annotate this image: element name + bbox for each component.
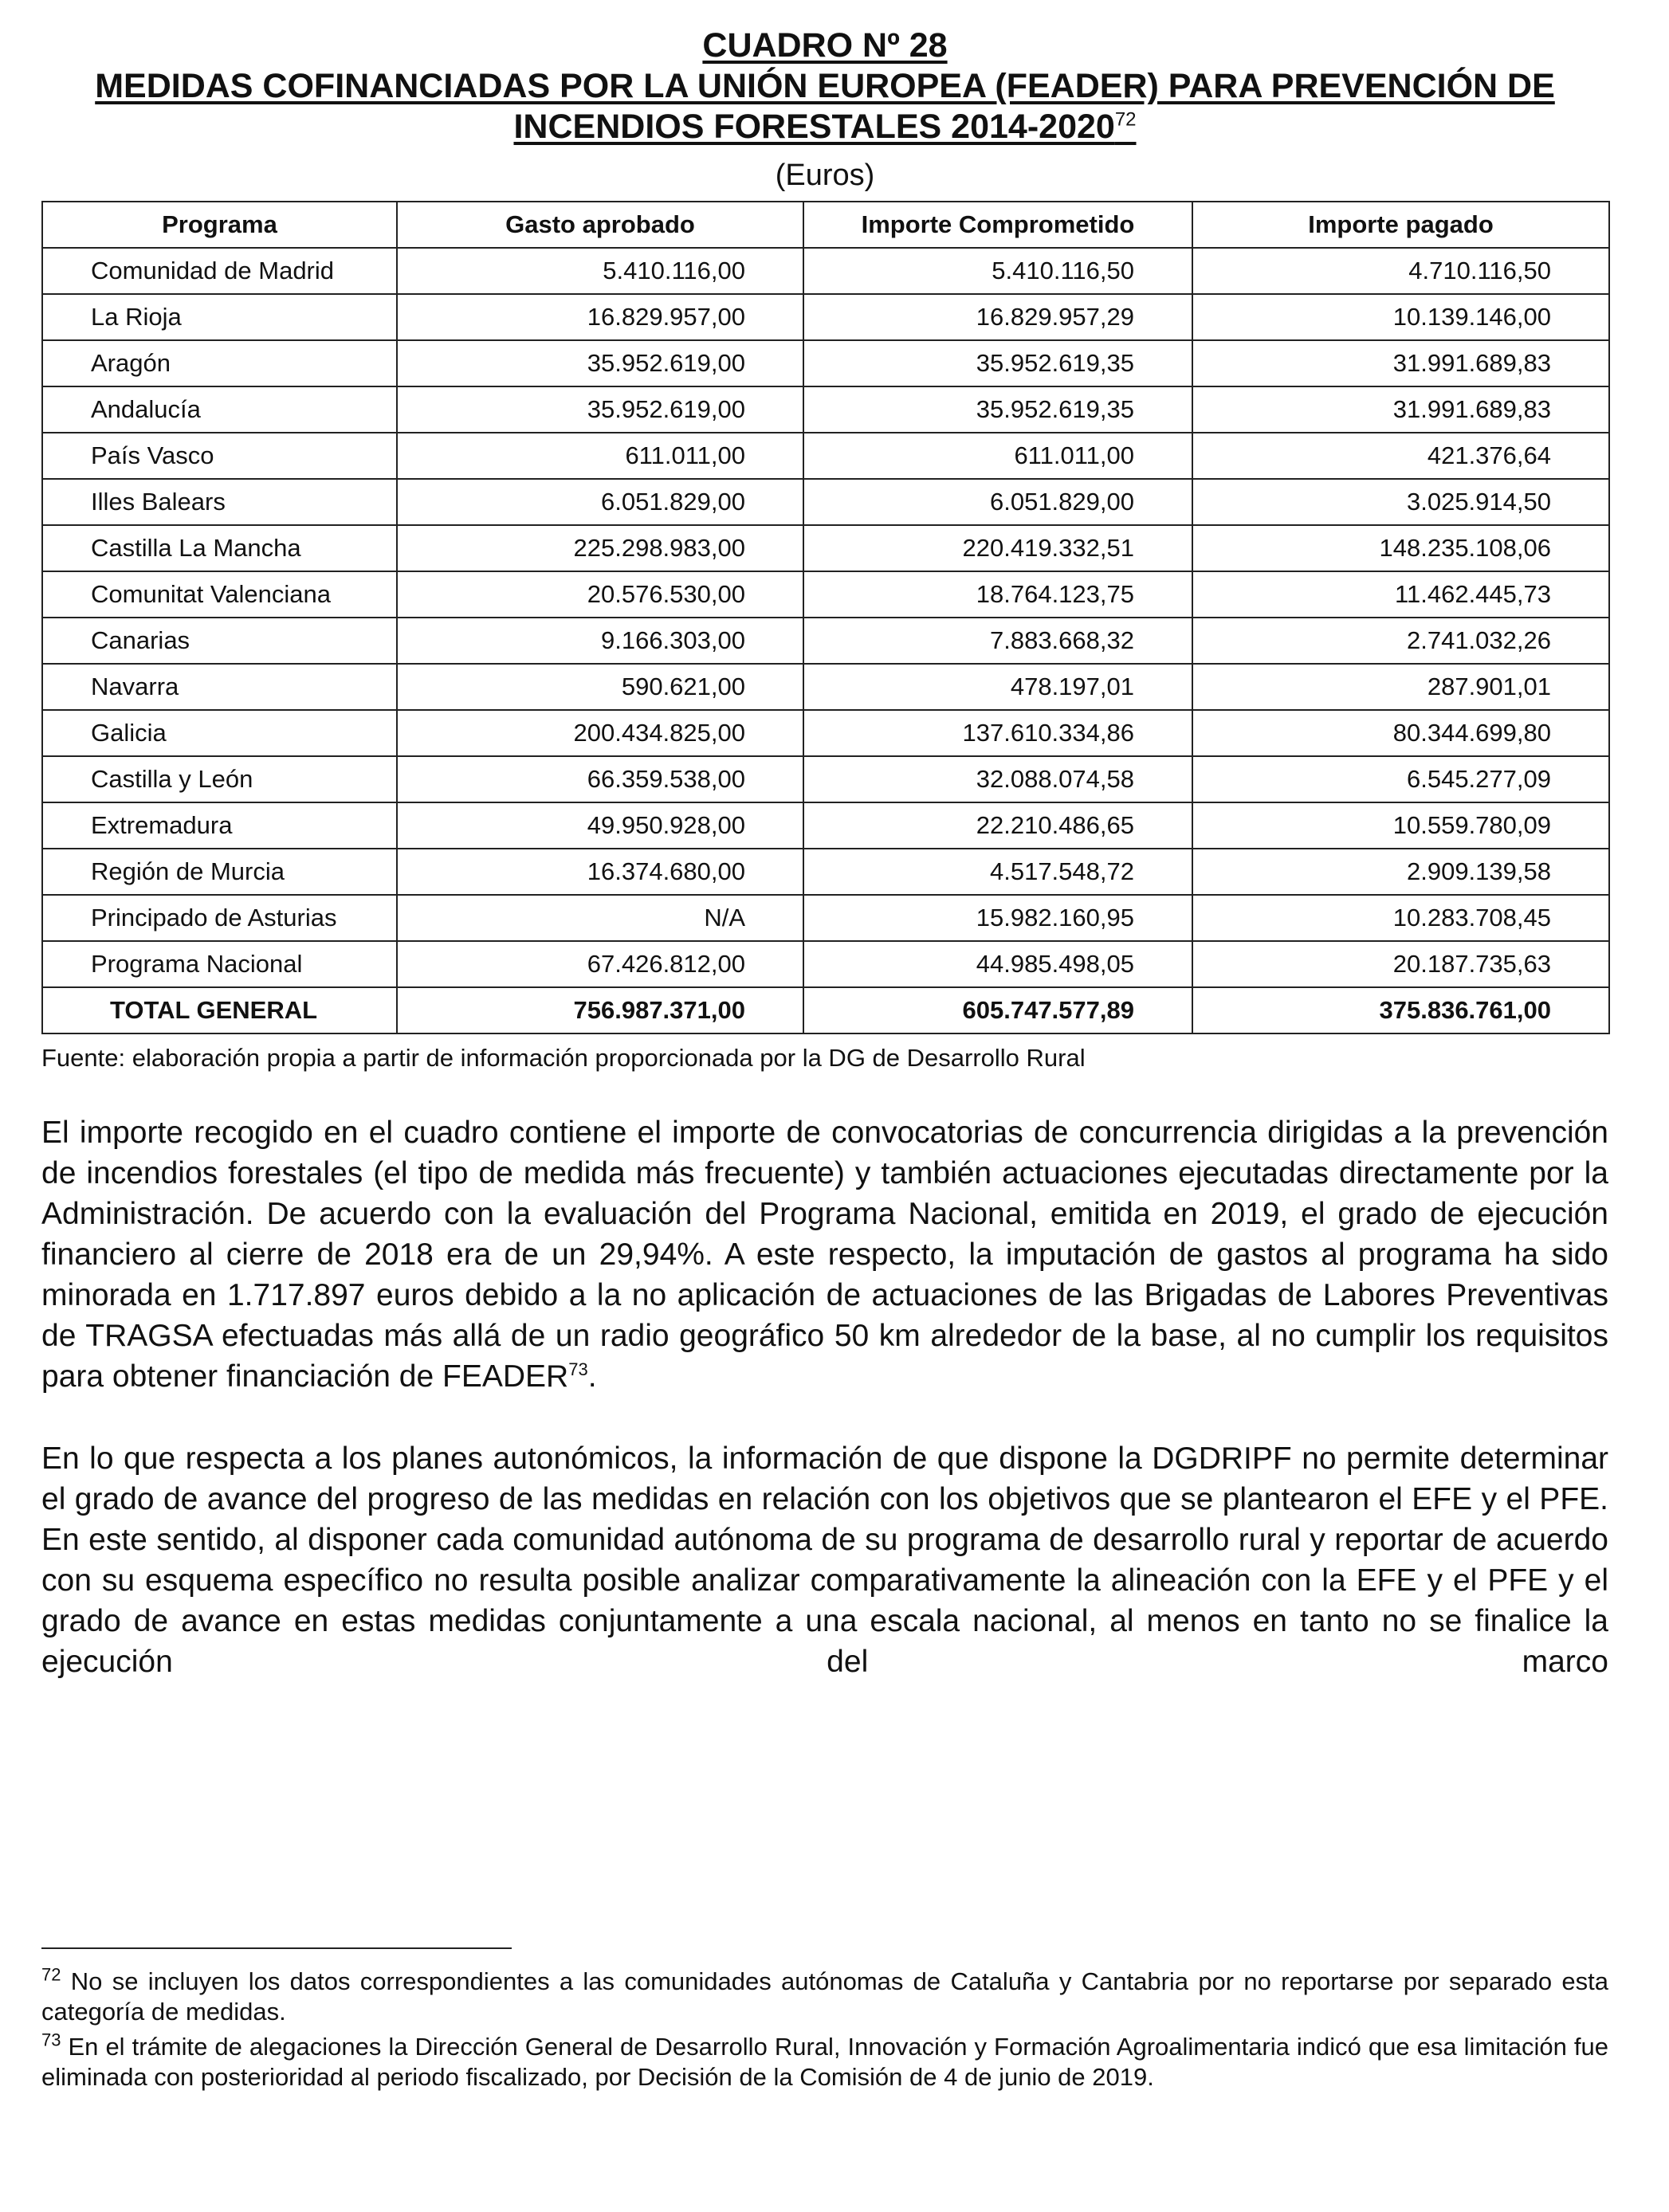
importe-comprometido-cell: 611.011,00: [803, 433, 1192, 479]
table-row: [42, 571, 1609, 618]
programa-cell: Aragón: [42, 340, 397, 386]
footnote-text: No se incluyen los datos correspondientes a las comunidades autónomas de Cataluña y Cantabria por no reportarse por separado esta categoría de medidas.: [41, 1967, 1608, 2026]
gasto-aprobado-cell: 611.011,00: [397, 433, 803, 479]
programa-cell: País Vasco: [42, 433, 397, 479]
title-line-1: CUADRO Nº 28: [702, 26, 948, 65]
programa-cell: Extremadura: [42, 802, 397, 849]
table-row: [42, 849, 1609, 895]
programa-cell: Andalucía: [42, 386, 397, 433]
importe-pagado-cell: 80.344.699,80: [1192, 710, 1609, 756]
importe-pagado-cell: 287.901,01: [1192, 664, 1609, 710]
programa-cell: Illes Balears: [42, 479, 397, 525]
importe-pagado-cell: 31.991.689,83: [1192, 386, 1609, 433]
paragraph-1: [41, 1112, 1608, 1397]
table-row: [42, 386, 1609, 433]
programa-cell: Castilla La Mancha: [42, 525, 397, 571]
programa-cell: Canarias: [42, 618, 397, 664]
gasto-aprobado-cell: 49.950.928,00: [397, 802, 803, 849]
importe-pagado-cell: 3.025.914,50: [1192, 479, 1609, 525]
column-header-importe-pagado: Importe pagado: [1192, 202, 1609, 248]
programa-cell: Principado de Asturias: [42, 895, 397, 941]
gasto-aprobado-cell: 225.298.983,00: [397, 525, 803, 571]
column-header-gasto-aprobado: Gasto aprobado: [397, 202, 803, 248]
importe-pagado-cell: 421.376,64: [1192, 433, 1609, 479]
importe-comprometido-cell: 5.410.116,50: [803, 248, 1192, 294]
importe-comprometido-cell: 16.829.957,29: [803, 294, 1192, 340]
gasto-aprobado-cell: 590.621,00: [397, 664, 803, 710]
importe-pagado-cell: 11.462.445,73: [1192, 571, 1609, 618]
table-row: [42, 756, 1609, 802]
programa-cell: Comunidad de Madrid: [42, 248, 397, 294]
importe-comprometido-cell: 15.982.160,95: [803, 895, 1192, 941]
paragraph-1-text: El importe recogido en el cuadro contiene el importe de convocatorias de concurrencia dirigidas a la prevención de incendios forestales (el tipo de medida más frecuente) y también actuaciones ejecutadas directamente por la Administración. De acuerdo con la evaluación del Programa Nacional, emitida en 2019, el grado de ejecución financiero al cierre de 2018 era de un 29,94%. A este respecto, la imputación de gastos al programa ha sido minorada en 1.717.897 euros debido a la no aplicación de actuaciones de las Brigadas de Labores Preventivas de TRAGSA efectuadas más allá de un radio geográfico 50 km alrededor de la base, al no cumplir los requisitos para obtener financiación de FEADER: [41, 1116, 1608, 1394]
units-label: (Euros): [775, 159, 875, 192]
programa-cell: Navarra: [42, 664, 397, 710]
footnote-number: 72: [41, 1964, 61, 1985]
column-header-importe-comprometido: Importe Comprometido: [803, 202, 1192, 248]
document-page: [41, 25, 1608, 1682]
programa-cell: Programa Nacional: [42, 941, 397, 987]
importe-pagado-cell: 10.559.780,09: [1192, 802, 1609, 849]
table-row: [42, 340, 1609, 386]
gasto-aprobado-cell: 16.374.680,00: [397, 849, 803, 895]
importe-comprometido-cell: 44.985.498,05: [803, 941, 1192, 987]
importe-comprometido-cell: 4.517.548,72: [803, 849, 1192, 895]
importe-comprometido-cell: 6.051.829,00: [803, 479, 1192, 525]
table-row: [42, 525, 1609, 571]
importe-pagado-cell: 2.741.032,26: [1192, 618, 1609, 664]
gasto-aprobado-cell: 66.359.538,00: [397, 756, 803, 802]
programa-cell: La Rioja: [42, 294, 397, 340]
importe-comprometido-cell: 7.883.668,32: [803, 618, 1192, 664]
gasto-aprobado-cell: 9.166.303,00: [397, 618, 803, 664]
table-row: [42, 433, 1609, 479]
importe-comprometido-cell: 478.197,01: [803, 664, 1192, 710]
gasto-aprobado-cell: 35.952.619,00: [397, 386, 803, 433]
footnote-ref-73[interactable]: 73: [568, 1359, 588, 1379]
importe-comprometido-cell: 22.210.486,65: [803, 802, 1192, 849]
importe-pagado-cell: 20.187.735,63: [1192, 941, 1609, 987]
gasto-aprobado-cell: 5.410.116,00: [397, 248, 803, 294]
footnote-number: 73: [41, 2030, 61, 2050]
table-row: [42, 895, 1609, 941]
programa-cell: Castilla y León: [42, 756, 397, 802]
gasto-aprobado-cell: 35.952.619,00: [397, 340, 803, 386]
importe-pagado-cell: 10.139.146,00: [1192, 294, 1609, 340]
footnote-separator: [41, 1947, 512, 1949]
programa-cell: TOTAL GENERAL: [42, 987, 397, 1033]
gasto-aprobado-cell: 67.426.812,00: [397, 941, 803, 987]
importe-pagado-cell: 148.235.108,06: [1192, 525, 1609, 571]
table-header-row: [42, 202, 1609, 248]
importe-pagado-cell: 4.710.116,50: [1192, 248, 1609, 294]
title-line-2: MEDIDAS COFINANCIADAS POR LA UNIÓN EUROPEA (FEADER) PARA PREVENCIÓN DE: [95, 67, 1555, 105]
footnote-72: [41, 1964, 1608, 2027]
table-total-row: [42, 987, 1609, 1033]
table-row: [42, 664, 1609, 710]
importe-comprometido-cell: 35.952.619,35: [803, 340, 1192, 386]
programa-cell: Galicia: [42, 710, 397, 756]
column-header-programa: Programa: [42, 202, 397, 248]
importe-comprometido-cell: 137.610.334,86: [803, 710, 1192, 756]
importe-comprometido-cell: 220.419.332,51: [803, 525, 1192, 571]
table-row: [42, 294, 1609, 340]
table-row: [42, 802, 1609, 849]
gasto-aprobado-cell: 200.434.825,00: [397, 710, 803, 756]
importe-pagado-cell: 6.545.277,09: [1192, 756, 1609, 802]
footnote-ref-72[interactable]: 72: [1114, 108, 1137, 131]
data-table: [41, 201, 1610, 1034]
gasto-aprobado-cell: 756.987.371,00: [397, 987, 803, 1033]
importe-pagado-cell: 31.991.689,83: [1192, 340, 1609, 386]
table-title: [41, 25, 1608, 147]
importe-comprometido-cell: 35.952.619,35: [803, 386, 1192, 433]
source-note: Fuente: elaboración propia a partir de información proporcionada por la DG de Desarrollo Rural: [41, 1044, 1086, 1072]
gasto-aprobado-cell: 20.576.530,00: [397, 571, 803, 618]
importe-pagado-cell: 2.909.139,58: [1192, 849, 1609, 895]
importe-pagado-cell: 375.836.761,00: [1192, 987, 1609, 1033]
table-row: [42, 618, 1609, 664]
footnote-text: En el trámite de alegaciones la Dirección General de Desarrollo Rural, Innovación y Formación Agroalimentaria indicó que esa limitación fue eliminada con posterioridad al periodo fiscalizado, por Decisión de la Comisión de 4 de junio de 2019.: [41, 2033, 1608, 2091]
gasto-aprobado-cell: 16.829.957,00: [397, 294, 803, 340]
importe-comprometido-cell: 32.088.074,58: [803, 756, 1192, 802]
title-line-3-text: INCENDIOS FORESTALES 2014-2020: [513, 108, 1115, 146]
gasto-aprobado-cell: 6.051.829,00: [397, 479, 803, 525]
footnotes: [41, 1964, 1608, 2097]
paragraph-2: En lo que respecta a los planes autonómicos, la información de que dispone la DGDRIPF no permite determinar el grado de avance del progreso de las medidas en relación con los objetivos que se plantearon el EFE y el PFE. En este sentido, al disponer cada comunidad autónoma de su programa de desarrollo rural y reportar de acuerdo con su esquema específico no resulta posible analizar comparativamente la alineación con la EFE y el PFE y el grado de avance en estas medidas conjuntamente a una escala nacional, al menos en tanto no se finalice la ejecución del marco: [41, 1441, 1608, 1679]
table-row: [42, 710, 1609, 756]
paragraph-1-end: .: [587, 1359, 597, 1394]
programa-cell: Región de Murcia: [42, 849, 397, 895]
importe-pagado-cell: 10.283.708,45: [1192, 895, 1609, 941]
table-row: [42, 479, 1609, 525]
table-body: [42, 248, 1609, 1033]
importe-comprometido-cell: 18.764.123,75: [803, 571, 1192, 618]
table-row: [42, 941, 1609, 987]
importe-comprometido-cell: 605.747.577,89: [803, 987, 1192, 1033]
programa-cell: Comunitat Valenciana: [42, 571, 397, 618]
gasto-aprobado-cell: N/A: [397, 895, 803, 941]
footnote-73: [41, 2032, 1608, 2092]
table-row: [42, 248, 1609, 294]
title-line-3: [41, 107, 1608, 147]
